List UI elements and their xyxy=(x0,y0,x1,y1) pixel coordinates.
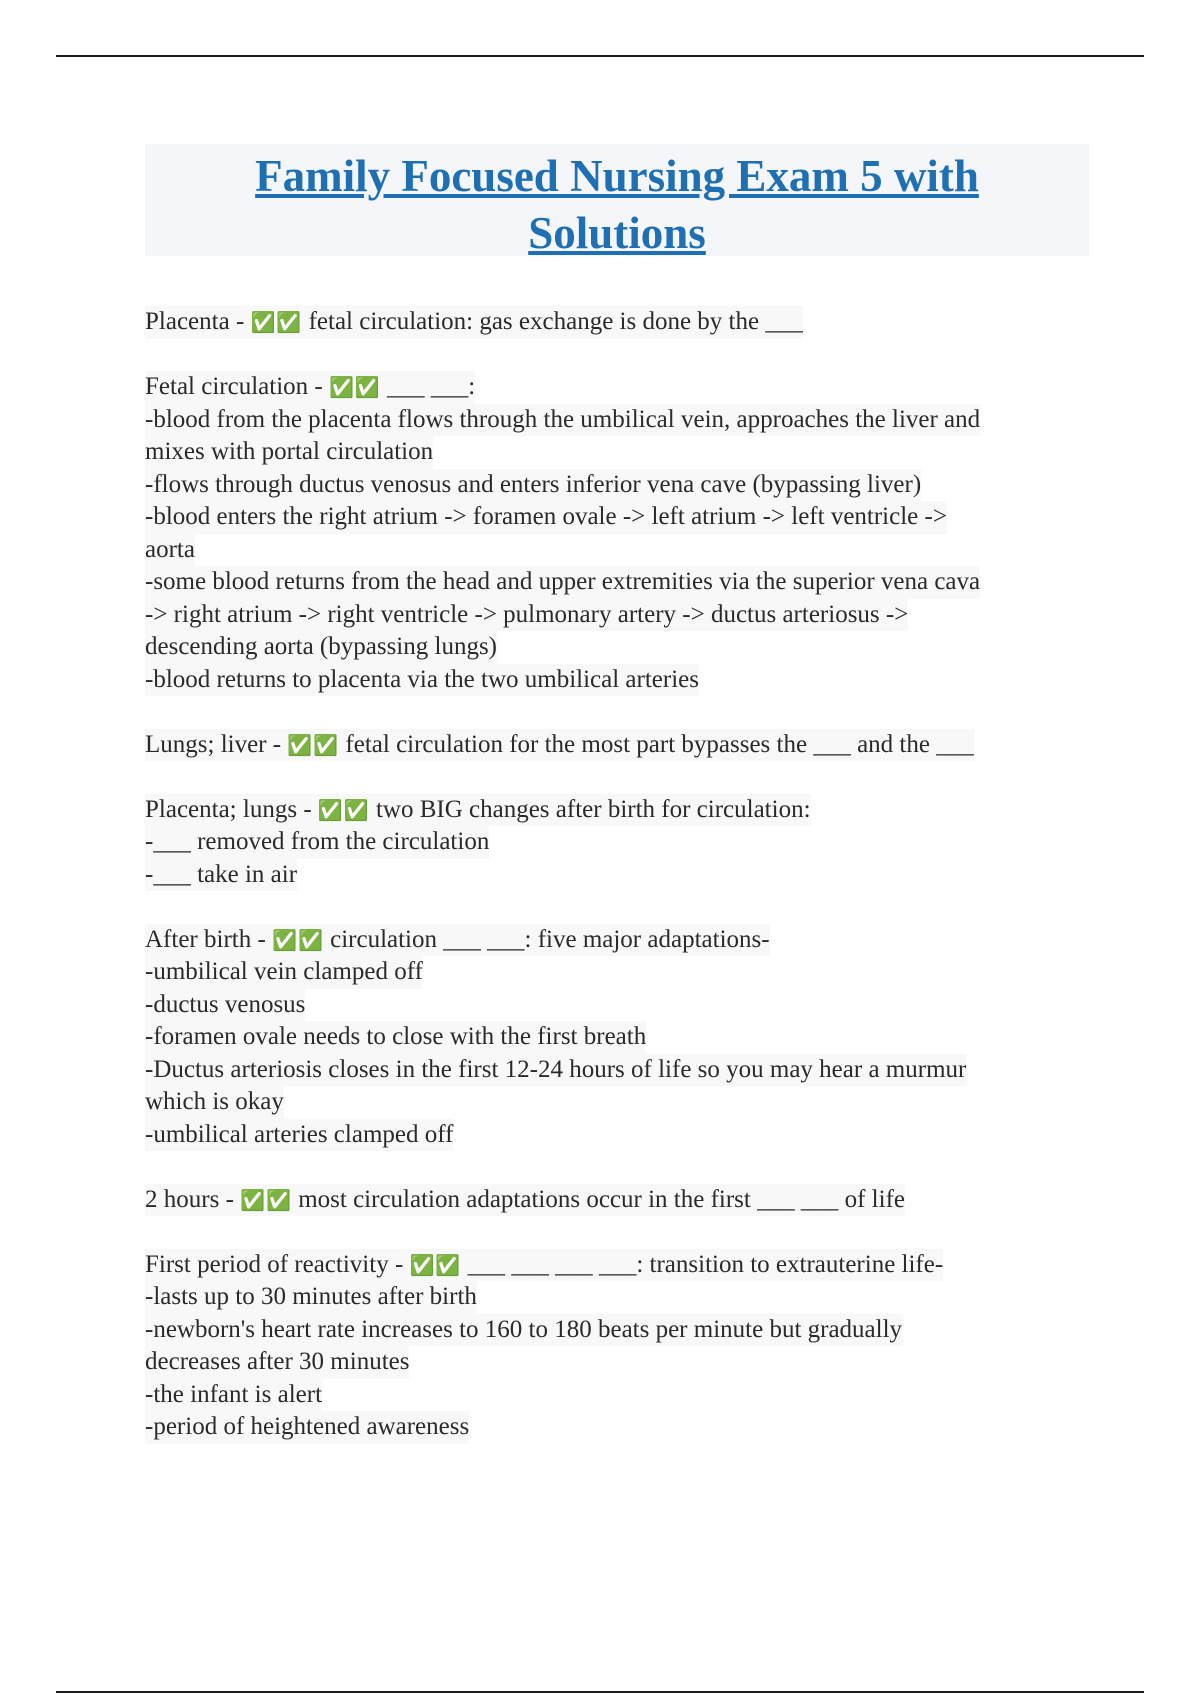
card-line: -period of heightened awareness xyxy=(145,1411,469,1444)
flashcard-list xyxy=(145,306,1089,1476)
card-line: -> right atrium -> right ventricle -> pulmonary artery -> ductus arteriosus -> xyxy=(145,599,908,632)
card-line: descending aorta (bypassing lungs) xyxy=(145,631,497,664)
card-line: -blood enters the right atrium -> foramen ovale -> left atrium -> left ventricle -> xyxy=(145,501,947,534)
card-line: -Ductus arteriosis closes in the first 12-24 hours of life so you may hear a murmur xyxy=(145,1054,966,1087)
document-title[interactable] xyxy=(145,144,1089,262)
card-line: Placenta; lungs - ✅✅ two BIG changes after birth for circulation: xyxy=(145,794,811,827)
card-line: Placenta - ✅✅ fetal circulation: gas exchange is done by the ___ xyxy=(145,306,803,339)
check-icon: ✅✅ xyxy=(328,375,381,399)
card-line: which is okay xyxy=(145,1086,284,1119)
card-line: -umbilical vein clamped off xyxy=(145,956,423,989)
bottom-rule xyxy=(56,1691,1144,1693)
check-icon: ✅✅ xyxy=(272,927,324,952)
card-term: First period of reactivity xyxy=(145,1250,389,1278)
card-first-period-of-reactivity xyxy=(145,1249,1089,1444)
card-line: First period of reactivity - ✅✅ ___ ___ ___ ___: transition to extrauterine life- xyxy=(145,1249,943,1282)
card-line: -lasts up to 30 minutes after birth xyxy=(145,1281,477,1314)
title-line-1: Family Focused Nursing Exam 5 with xyxy=(255,151,979,201)
card-lungs-liver xyxy=(145,729,1089,762)
card-after-birth xyxy=(145,924,1089,1152)
card-term: Lungs; liver xyxy=(145,730,267,758)
card-line: -blood returns to placenta via the two umbilical arteries xyxy=(145,664,699,697)
card-line: -newborn's heart rate increases to 160 to 180 beats per minute but gradually xyxy=(145,1314,902,1347)
card-line: -blood from the placenta flows through the umbilical vein, approaches the liver and xyxy=(145,404,980,437)
card-line: mixes with portal circulation xyxy=(145,436,433,469)
card-placenta-lungs xyxy=(145,794,1089,892)
card-line: -some blood returns from the head and upper extremities via the superior vena cava xyxy=(145,566,980,599)
card-line: decreases after 30 minutes xyxy=(145,1346,409,1379)
card-term: 2 hours xyxy=(145,1185,220,1213)
card-line: Fetal circulation - ✅✅ ___ ___: xyxy=(145,371,475,404)
card-line: aorta xyxy=(145,534,195,567)
check-icon: ✅✅ xyxy=(250,310,303,334)
check-icon: ✅✅ xyxy=(240,1187,292,1212)
title-line-2: Solutions xyxy=(528,208,706,258)
card-line: -___ removed from the circulation xyxy=(145,826,489,859)
card-line: -___ take in air xyxy=(145,859,297,892)
card-line: After birth - ✅✅ circulation ___ ___: five major adaptations- xyxy=(145,924,770,957)
card-fetal-circulation xyxy=(145,371,1089,696)
card-term: Placenta xyxy=(145,308,230,335)
check-icon: ✅✅ xyxy=(317,797,370,822)
card-term: After birth xyxy=(145,925,252,953)
card-line: -the infant is alert xyxy=(145,1379,322,1412)
card-line: -flows through ductus venosus and enters inferior vena cave (bypassing liver) xyxy=(145,469,921,502)
top-rule xyxy=(56,55,1144,57)
card-line: -umbilical arteries clamped off xyxy=(145,1119,453,1152)
title-banner xyxy=(145,144,1089,256)
card-term: Placenta; lungs xyxy=(145,795,298,823)
card-line: 2 hours - ✅✅ most circulation adaptations occur in the first ___ ___ of life xyxy=(145,1184,905,1217)
check-icon: ✅✅ xyxy=(287,732,340,757)
card-line: -ductus venosus xyxy=(145,989,305,1022)
card-placenta xyxy=(145,306,1089,339)
check-icon: ✅✅ xyxy=(409,1252,462,1277)
card-line: Lungs; liver - ✅✅ fetal circulation for the most part bypasses the ___ and the ___ xyxy=(145,729,974,762)
card-2-hours xyxy=(145,1184,1089,1217)
card-term: Fetal circulation xyxy=(145,373,309,400)
card-line: -foramen ovale needs to close with the first breath xyxy=(145,1021,646,1054)
